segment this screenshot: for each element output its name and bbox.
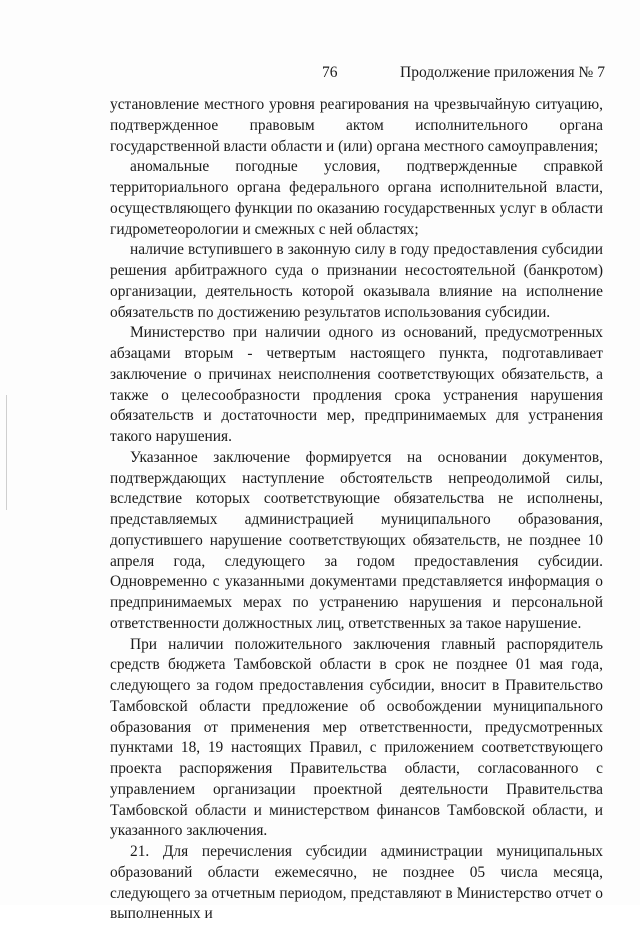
paragraph-conclusion-basis: Указанное заключение формируется на основании документов, подтверждающих наступление обстоятельств непреодолимой силы, вследствие которых соответствующие обязательства не исполнены, представляемых администрацией муниципального образования, допустившего нарушение соответствующих обязательств, не позднее 10 апреля года, следующего за годом предоставления субсидии. Одновременно с указанными документами представляется информация о предпринимаемых мерах по устранению нарушения и персональной ответственности должностных лиц, ответственных за такое нарушение. bbox=[110, 448, 603, 632]
paragraph-ministry-conclusion: Министерство при наличии одного из оснований, предусмотренных абзацами вторым - четвертым настоящего пункта, подготавливает заключение о причинах неисполнения соответствующих обязательств, а также о целесообразности продления срока устранения нарушения обязательств и достаточности мер, предпринимаемых для устранения такого нарушения. bbox=[110, 324, 603, 445]
paragraph-item-21: 21. Для перечисления субсидии администрации муниципальных образований области ежемесячно, не позднее 05 числа месяца, следующего за отчетным периодом, представляют в Министерство отчет о выполненных и bbox=[110, 843, 603, 923]
paragraph-positive-conclusion: При наличии положительного заключения главный распорядитель средств бюджета Тамбовской области в срок не позднее 01 мая года, следующего за годом предоставления субсидии, вносит в Правительство Тамбовской области предложение об освобождении муниципального образования от применения мер ответственности, предусмотренных пунктами 18, 19 настоящих Правил, с приложением соответствующего проекта распоряжения Правительства области, согласованного с управлением организации проектной деятельности Правительства Тамбовской области и министерством финансов Тамбовской области, и указанного заключения. bbox=[110, 635, 603, 840]
paragraph-bankruptcy-decision: наличие вступившего в законную силу в году предоставления субсидии решения арбитражного суда о признании несостоятельной (банкротом) организации, деятельность которой оказывала влияние на исполнение обязательств по достижению результатов использования субсидии. bbox=[110, 241, 603, 321]
paragraph-local-emergency: установление местного уровня реагирования на чрезвычайную ситуацию, подтвержденное правовым актом исполнительного органа государственной власти области и (или) органа местного самоуправления; bbox=[110, 96, 603, 155]
paragraph-weather-conditions: аномальные погодные условия, подтвержденные справкой территориального органа федерального органа исполнительной власти, осуществляющего функции по оказанию государственных услуг в области гидрометеорологии и смежных с ней областях; bbox=[110, 158, 603, 238]
appendix-continuation-note: Продолжение приложения № 7 bbox=[400, 64, 605, 81]
page-number: 76 bbox=[322, 64, 338, 81]
document-body bbox=[110, 95, 603, 925]
left-margin-mark bbox=[6, 395, 7, 510]
page-header bbox=[0, 64, 640, 86]
